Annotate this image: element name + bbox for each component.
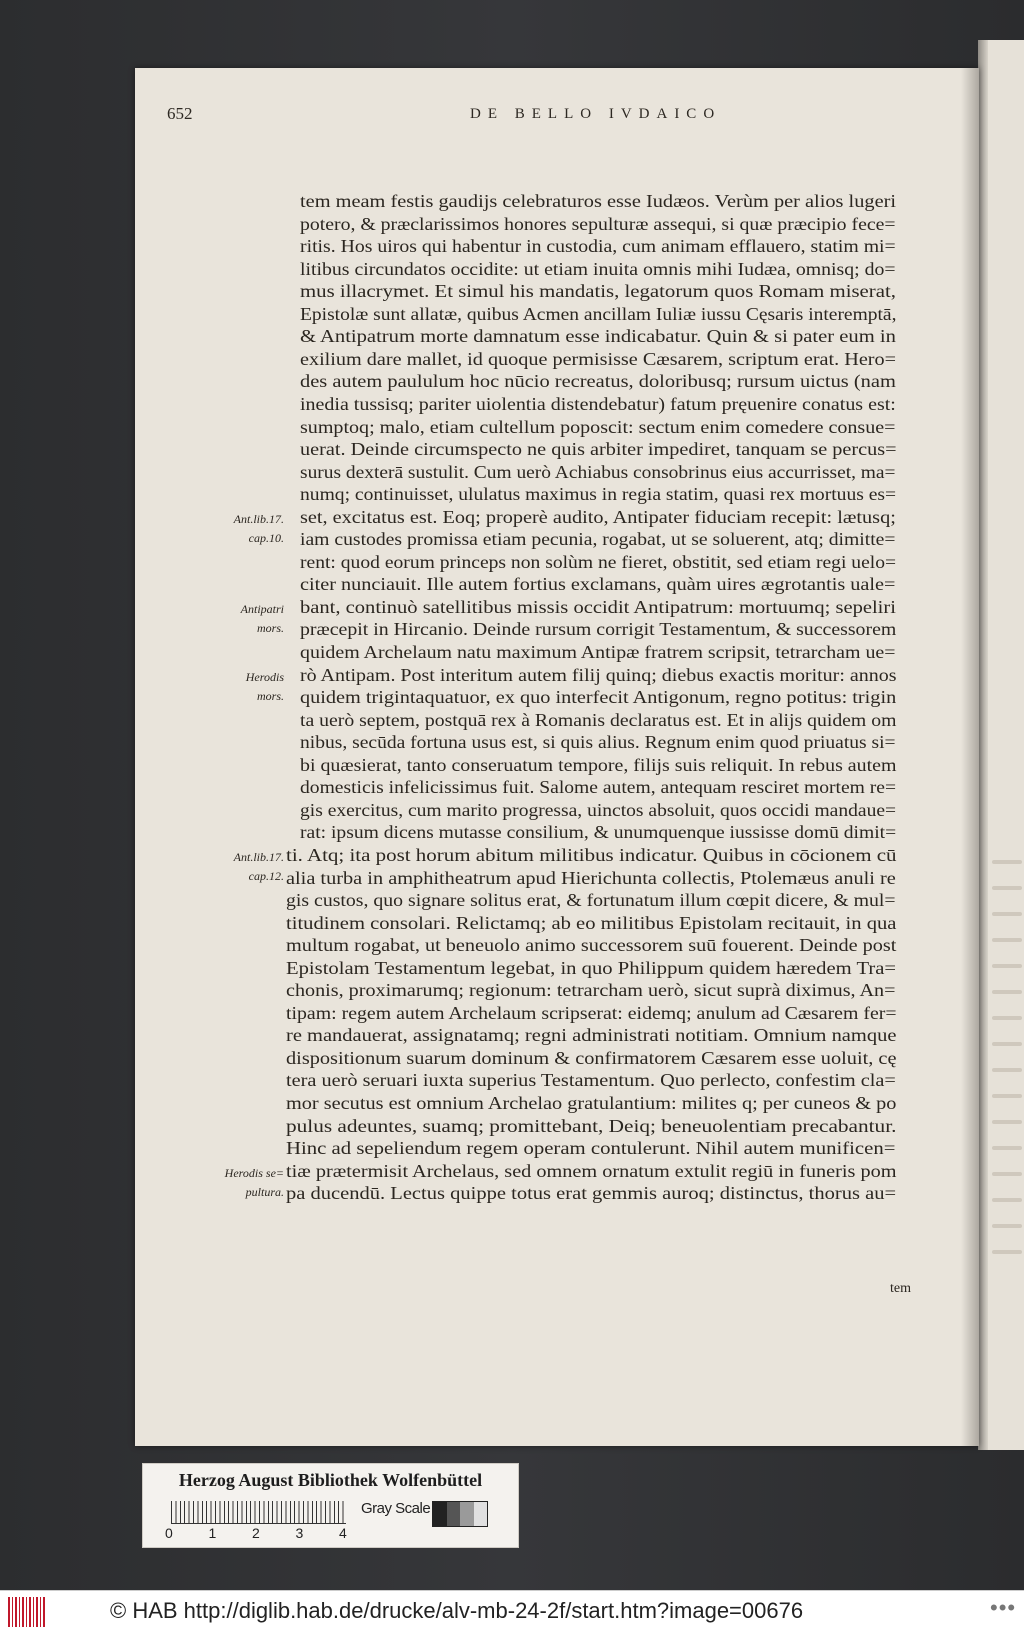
marginal-note-line: Ant.lib.17. [233,849,284,864]
text-line: rat: ipsum dicens mutasse consilium, & unumquenque iussisse domū dimit= [300,822,897,843]
text-line: surus dexterā sustulit. Cum uerò Achiabus consobrinus eius accurrisset, ma= [300,461,896,482]
color-calibration-card [142,1463,519,1548]
text-line: tera uerò seruari iuxta superius Testamentum. Quo perlecto, confestim cla= [286,1070,896,1091]
marginal-note-line: Antipatri [240,601,284,616]
gray-swatch [433,1502,447,1526]
text-line: quidem trigintaquatuor, ex quo interfecit Antigonum, regno potitus: trigin [300,687,897,708]
marginal-note [204,510,284,548]
text-line: ta uerò septem, postquā rex à Romanis declaratus est. Et in alijs quidem om [300,709,897,730]
marginal-note-line: mors. [256,620,284,635]
text-line: des autem paululum hoc nūcio recreatus, doloribusq; rursum uictus (nam [300,371,896,392]
marginal-note-line: mors. [256,688,284,703]
marginal-note-line: Herodis [245,669,284,684]
text-line: bi quæsierat, tanto conseruatum tempore, filijs suis reliquit. In rebus autem [300,754,897,775]
text-line: dispositionum suarum dominum & confirmatorem Cæsarem esse uoluit, cę [286,1047,897,1068]
ruler-number: 1 [208,1525,217,1541]
marginal-note-line: cap.10. [248,530,284,545]
text-line: rent: quod eorum princeps non solùm ne fieret, obstitit, sed etiam regi uelo= [300,551,897,572]
text-line: re mandauerat, assignatamq; regni administrati notitiam. Omnium namque [286,1025,897,1046]
text-line: præcepit in Hircanio. Deinde rursum corrigit Testamentum, & successorem [300,619,897,640]
marginal-note [204,668,284,706]
gray-swatch [447,1502,461,1526]
ruler-number: 3 [295,1525,304,1541]
text-line: alia turba in amphitheatrum apud Hierichunta collectis, Ptolemæus anuli re [286,867,896,888]
text-line: titudinem consolari. Relictamq; ab eo militibus Epistolam recitauit, in qua [286,912,897,933]
text-line: sumptoq; malo, etiam cultellum poposcit: sectum enim comedere consue= [300,416,896,437]
text-line: quidem Archelaum natu maximum Antipæ fratrem scripsit, tetrarcham ue= [300,642,896,662]
text-line: bant, continuò satellitibus missis occidit Antipatrum: mortuumq; sepeliri [300,596,896,617]
text-line: domesticis infelicissimus fuit. Salome autem, antequam resciret mortem re= [300,777,897,798]
text-line: tiæ prætermisit Archelaus, sed omnem ornatum extulit regiū in funeris pom [286,1160,897,1181]
permalink-text[interactable]: © HAB http://diglib.hab.de/drucke/alv-mb-24-2f/start.htm?image=00676 [110,1598,804,1623]
text-line: numq; continuisset, ululatus maximus in regia statim, quasi rex mortuus es= [300,484,897,505]
marginal-note-line: Herodis se= [224,1165,284,1180]
gray-swatch [460,1502,474,1526]
text-line: set, excitatus est. Eoq; properè audito, Antipater fiduciam recepit: lætusq; [300,506,896,527]
text-line: mor secutus est omnium Archelao gratulantium: milites q; per cuneos & po [286,1093,897,1113]
text-line: pulus adeuntes, suamq; promittebant, Deiq; beneuolentiam precabantur. [286,1115,897,1136]
text-line: mus illacrymet. Et simul his mandatis, legatorum quos Romam miserat, [300,281,896,302]
text-line: Epistolam Testamentum legebat, in quo Philippum quidem hæredem Tra= [286,957,897,978]
more-options-icon[interactable]: ••• [990,1595,1017,1620]
text-line: uerat. Deinde circumspecto ne quis arbiter impediret, tanquam se percus= [300,439,897,460]
text-line: rò Antipam. Post interitum autem filij quinq; diebus exactis moritur: annos [300,664,897,685]
text-line: multum rogabat, ut beneuolo animo successorem suū fouerent. Deinde post [286,935,897,956]
text-line: chonis, proximarumq; regionum: tetrarcham uerò, sicut suprà diximus, An= [286,980,896,1001]
text-line: pa ducendū. Lectus quippe totus erat gemmis auroq; distinctus, thorus au= [286,1183,897,1204]
text-line: tipam: regem autem Archelaum scripserat: eidemq; anulum ad Cæsarem fer= [286,1002,897,1023]
text-line: Hinc ad sepeliendum regem operam contulerunt. Nihil autem munificen= [286,1138,896,1159]
marginal-note [204,848,284,886]
marginal-note [204,600,284,638]
gray-scale-swatches [432,1501,488,1527]
marginal-note-line: cap.12. [248,868,284,883]
viewer-footer [0,1590,1024,1634]
running-title: DE BELLO IVDAICO [470,106,722,122]
text-line: & Antipatrum morte damnatum esse indicabatur. Quin & si pater eum in [300,326,896,347]
ruler-numbers [165,1525,365,1541]
text-line: ti. Atq; ita post horum abitum militibus indicatur. Quibus in cōcionem cū [286,844,897,865]
text-line: iam custodes promissa etiam pecunia, rogabat, ut se soluerent, atq; dimitte= [300,529,896,550]
text-line: Epistolæ sunt allatæ, quibus Acmen ancillam Iuliæ iussu Cęsaris interemptā, [300,303,897,324]
ruler-number: 2 [252,1525,260,1541]
library-name: Herzog August Bibliothek Wolfenbüttel [178,1470,483,1490]
text-line: tem meam festis gaudijs celebraturos esse Iudæos. Verùm per alios lugeri [300,191,897,211]
gray-swatch [474,1502,488,1526]
text-line: inedia tussisq; pariter uiolentia distendebatur) fatum pręuenire conatus est: [300,393,896,414]
text-line: gis exercitus, cum marito progressa, uinctos absoluit, quos occidi mandaue= [300,799,897,820]
catchword: tem [890,1281,911,1296]
text-line: gis custos, quo signare solitus erat, & fortunatum illum cœpit dicere, & mul= [286,890,896,911]
text-line: ritis. Hos uiros qui habentur in custodia, cum animam efflauero, statim mi= [300,236,896,257]
ruler-number: 0 [165,1525,173,1541]
text-line: potero, & præclarissimos honores sepulturæ assequi, si quæ præcipio fece= [300,213,896,234]
text-line: citer nunciauit. Ille autem fortius exclamans, quàm uires ægrotantis uale= [300,574,896,595]
marginal-note-line: Ant.lib.17. [233,511,284,526]
text-line: litibus circundatos occidite: ut etiam inuita omnis mihi Iudæa, omnisq; do= [300,258,896,279]
hab-logo-icon [8,1597,46,1627]
text-line: exilium dare mallet, id quoque permisisse Cæsarem, scriptum erat. Hero= [300,348,897,369]
ruler-number: 4 [339,1525,347,1541]
page-number: 652 [167,104,193,123]
gray-scale-label: Gray Scale [361,1500,431,1517]
marginal-note-line: pultura. [245,1184,284,1199]
scale-ruler [171,1501,346,1524]
text-line: nibus, secūda fortuna usus est, si quis alius. Regnum enim quod priuatus si= [300,732,896,753]
marginal-note [204,1164,284,1202]
